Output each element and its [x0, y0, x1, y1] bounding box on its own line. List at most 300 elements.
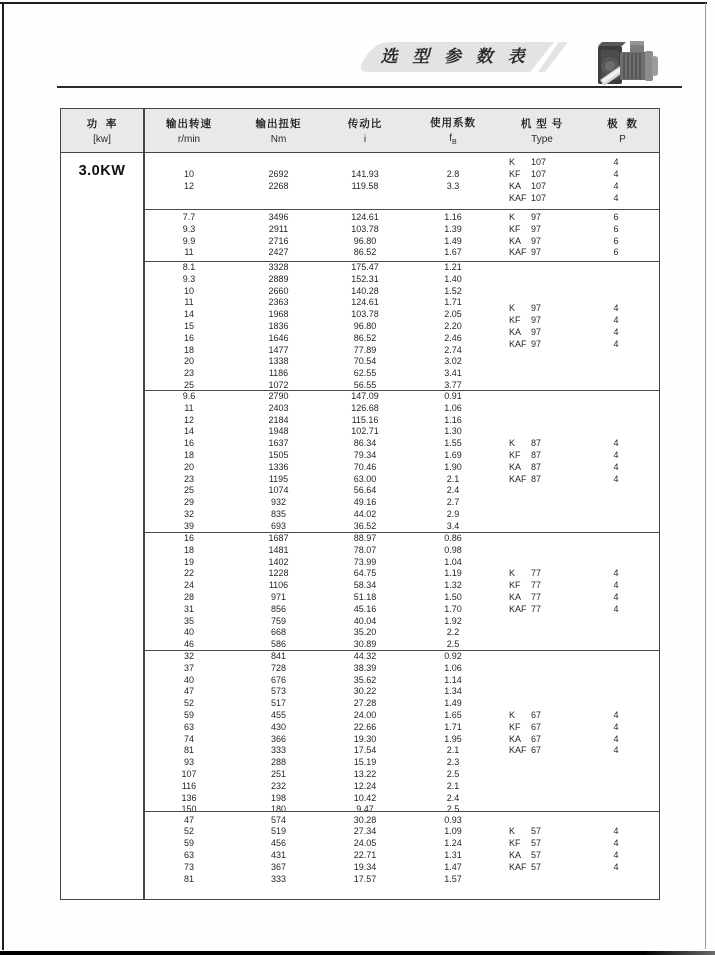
- data-cell: 3.3: [446, 181, 460, 191]
- data-cell: 19: [183, 556, 194, 567]
- data-cell: 27.34: [353, 826, 377, 837]
- model-type-cell: KA 97: [509, 235, 542, 246]
- data-column: [235, 391, 322, 533]
- data-cell: 366: [270, 733, 287, 744]
- header-model-type: 机 型 号 Type: [520, 118, 564, 145]
- model-type-cell: KAF 57: [509, 861, 542, 872]
- data-cell: 835: [270, 508, 287, 519]
- model-type-cell: K 97: [509, 303, 542, 314]
- data-cell: 11: [184, 247, 194, 258]
- data-cell: 574: [270, 814, 287, 825]
- model-type-cell: KA 97: [509, 326, 542, 337]
- data-cell: 2184: [268, 414, 289, 425]
- data-cell: 430: [270, 721, 287, 732]
- data-column: [322, 815, 408, 886]
- data-cell: 2.2: [446, 627, 460, 638]
- data-cell: 455: [270, 709, 287, 720]
- data-cell: 1402: [268, 556, 289, 567]
- data-cell: 12: [183, 181, 194, 191]
- poles-column: [586, 826, 659, 873]
- data-cell: 115.16: [351, 414, 379, 425]
- data-cell: 1.90: [444, 461, 462, 472]
- data-cell: 1481: [268, 544, 289, 555]
- poles-cell: 4: [613, 449, 619, 460]
- data-cell: 63: [183, 850, 194, 860]
- data-cell: 2.05: [444, 309, 462, 320]
- data-cell: 0.98: [444, 544, 462, 555]
- gear-model-block: [143, 153, 659, 209]
- poles-cell: 4: [613, 861, 619, 872]
- data-cell: 2403: [268, 402, 289, 413]
- data-cell: 2268: [268, 181, 289, 191]
- data-cell: 3.02: [444, 356, 462, 367]
- data-cell: 0.86: [444, 533, 462, 543]
- data-cell: 10: [183, 285, 194, 296]
- data-cell: 2.1: [446, 780, 460, 791]
- data-cell: 1072: [268, 379, 289, 390]
- data-cell: 20: [183, 356, 194, 367]
- poles-column: [586, 303, 659, 350]
- data-cell: 1968: [268, 309, 289, 320]
- data-cell: 1477: [268, 344, 289, 355]
- model-type-column: [498, 568, 586, 615]
- data-column: [408, 533, 498, 651]
- data-cell: 1.06: [444, 402, 462, 413]
- poles-cell: 6: [613, 247, 619, 258]
- data-cell: 1.16: [444, 414, 462, 425]
- data-cell: 0.91: [444, 391, 462, 401]
- gear-model-block: [143, 390, 659, 532]
- data-cell: 3.77: [444, 379, 462, 390]
- gear-model-block: [143, 650, 659, 815]
- data-cell: 9.3: [182, 223, 196, 234]
- poles-column: [586, 157, 659, 204]
- data-cell: 1.09: [444, 826, 462, 837]
- model-type-cell: KF 107: [509, 169, 547, 180]
- data-cell: 9.9: [182, 235, 196, 246]
- poles-cell: 4: [613, 745, 619, 756]
- data-cell: 45.16: [353, 603, 377, 614]
- poles-cell: 4: [613, 733, 619, 744]
- data-cell: 431: [270, 850, 287, 860]
- data-cell: 2.74: [444, 344, 462, 355]
- data-column: [322, 651, 408, 816]
- data-cell: 1.52: [444, 285, 462, 296]
- poles-cell: 4: [613, 568, 619, 579]
- data-cell: 13.22: [353, 768, 377, 779]
- data-cell: 333: [270, 745, 287, 756]
- data-cell: 40: [183, 627, 194, 638]
- poles-cell: 6: [613, 223, 619, 234]
- data-cell: 70.46: [353, 461, 377, 472]
- model-type-column: [498, 212, 586, 259]
- data-cell: 367: [270, 861, 287, 872]
- header-service-factor: 使用系数 $f_B$: [430, 117, 476, 146]
- data-cell: 29: [183, 497, 194, 508]
- data-cell: 64.75: [353, 568, 377, 579]
- data-cell: 1.34: [444, 686, 462, 697]
- model-type-cell: KA 87: [509, 461, 542, 472]
- poles-cell: 4: [613, 473, 619, 484]
- model-type-cell: KA 57: [509, 850, 542, 860]
- data-cell: 56.55: [353, 379, 377, 390]
- data-cell: 2.4: [446, 485, 460, 496]
- data-cell: 1.65: [444, 709, 462, 720]
- data-cell: 81: [183, 873, 194, 884]
- data-cell: 63.00: [353, 473, 377, 484]
- data-cell: 136: [181, 792, 197, 803]
- data-cell: 18: [183, 344, 194, 355]
- data-cell: 3.4: [446, 520, 460, 531]
- header-output-speed: 输出转速 r/min: [166, 118, 212, 145]
- data-column: [143, 391, 235, 533]
- gear-model-block: [143, 261, 659, 390]
- data-cell: 35.20: [353, 627, 377, 638]
- data-cell: 47: [183, 814, 194, 825]
- data-cell: 1687: [268, 533, 289, 543]
- poles-cell: 4: [613, 338, 619, 349]
- model-type-cell: K 77: [509, 568, 542, 579]
- data-cell: 1836: [268, 320, 289, 331]
- header-output-torque: 输出扭矩 Nm: [255, 118, 302, 145]
- data-cell: 10.42: [353, 792, 377, 803]
- banner-title: 选 型 参 数 表: [380, 47, 530, 66]
- data-cell: 2.5: [446, 768, 460, 779]
- data-cell: 16: [183, 533, 194, 543]
- data-cell: 1.55: [444, 438, 462, 449]
- header-rule: [57, 86, 682, 88]
- data-column: [235, 262, 322, 392]
- data-column: [143, 651, 235, 816]
- data-cell: 1.69: [444, 449, 462, 460]
- data-cell: 180: [270, 804, 287, 815]
- data-cell: 2.5: [446, 639, 460, 650]
- data-cell: 86.34: [353, 438, 377, 449]
- data-cell: 23: [183, 368, 194, 379]
- data-cell: 1186: [268, 368, 289, 379]
- data-column: [408, 815, 498, 886]
- data-cell: 1.14: [444, 674, 462, 685]
- poles-column: [586, 212, 659, 259]
- data-column: [408, 212, 498, 259]
- model-type-cell: KAF 97: [509, 338, 542, 349]
- data-cell: 103.78: [351, 223, 379, 234]
- data-cell: 3328: [268, 262, 289, 272]
- data-cell: 1.50: [444, 591, 462, 602]
- poles-cell: 4: [613, 838, 619, 849]
- data-cell: 70.54: [353, 356, 377, 367]
- model-type-cell: KAF 97: [509, 247, 542, 258]
- poles-column: [586, 438, 659, 485]
- page-border-right: [705, 3, 706, 949]
- data-cell: 30.22: [353, 686, 377, 697]
- data-cell: 2.4: [446, 792, 460, 803]
- data-cell: 2.5: [446, 804, 460, 815]
- poles-column: [586, 568, 659, 615]
- data-cell: 40.04: [353, 615, 377, 626]
- data-column: [143, 169, 235, 193]
- poles-cell: 4: [613, 438, 619, 449]
- data-cell: 86.52: [353, 247, 377, 258]
- data-cell: 1.95: [444, 733, 462, 744]
- gear-model-block: [143, 532, 659, 650]
- data-cell: 32: [183, 651, 194, 661]
- data-cell: 24.00: [353, 709, 377, 720]
- data-cell: 73.99: [353, 556, 377, 567]
- data-cell: 102.71: [351, 426, 379, 437]
- data-cell: 16: [183, 332, 194, 343]
- data-cell: 147.09: [351, 391, 379, 401]
- data-column: [322, 212, 408, 259]
- data-cell: 124.61: [351, 211, 379, 222]
- poles-cell: 4: [613, 826, 619, 837]
- data-cell: 2427: [268, 247, 289, 258]
- data-cell: 15: [183, 320, 194, 331]
- data-cell: 9.6: [182, 391, 196, 401]
- data-cell: 44.32: [353, 651, 377, 661]
- data-cell: 62.55: [353, 368, 377, 379]
- data-cell: 1228: [268, 568, 289, 579]
- data-cell: 35: [183, 615, 194, 626]
- model-type-cell: KF 97: [509, 315, 542, 326]
- page-border-left: [2, 2, 4, 950]
- poles-cell: 4: [613, 169, 619, 180]
- data-cell: 1.47: [444, 861, 462, 872]
- model-type-column: [498, 438, 586, 485]
- data-cell: 333: [270, 873, 287, 884]
- data-cell: 24: [183, 580, 194, 591]
- data-cell: 232: [270, 780, 287, 791]
- data-cell: 86.52: [353, 332, 377, 343]
- data-cell: 586: [270, 639, 287, 650]
- data-cell: 141.93: [351, 169, 379, 180]
- data-cell: 17.57: [353, 873, 377, 884]
- data-column: [143, 815, 235, 886]
- data-cell: 519: [270, 826, 287, 837]
- poles-cell: 4: [613, 580, 619, 591]
- data-cell: 3.41: [444, 368, 462, 379]
- model-type-cell: K 107: [509, 157, 547, 168]
- model-type-cell: KA 77: [509, 591, 542, 602]
- data-cell: 288: [270, 757, 287, 768]
- gear-model-block: [143, 209, 659, 261]
- model-type-column: [498, 826, 586, 873]
- data-cell: 198: [270, 792, 287, 803]
- data-cell: 8.1: [182, 262, 196, 272]
- data-cell: 9.3: [182, 273, 196, 284]
- data-cell: 51.18: [353, 591, 377, 602]
- page-border-bottom: [0, 951, 715, 955]
- data-cell: 1.16: [444, 211, 462, 222]
- data-cell: 23: [183, 473, 194, 484]
- data-cell: 124.61: [351, 297, 379, 308]
- data-cell: 1.40: [444, 273, 462, 284]
- data-cell: 140.28: [351, 285, 379, 296]
- gear-motor-photo: [590, 38, 660, 90]
- data-cell: 1.71: [444, 297, 462, 308]
- data-cell: 1.32: [444, 580, 462, 591]
- data-cell: 1.49: [444, 698, 462, 709]
- data-cell: 20: [183, 461, 194, 472]
- data-column: [408, 651, 498, 816]
- data-cell: 841: [270, 651, 287, 661]
- gear-model-block: [143, 811, 659, 888]
- data-cell: 27.28: [353, 698, 377, 709]
- data-cell: 40: [183, 674, 194, 685]
- data-column: [143, 262, 235, 392]
- data-cell: 38.39: [353, 662, 377, 673]
- poles-cell: 6: [613, 235, 619, 246]
- poles-cell: 4: [613, 157, 619, 168]
- data-cell: 12: [183, 414, 194, 425]
- data-cell: 116: [181, 780, 197, 791]
- data-cell: 126.68: [351, 402, 379, 413]
- data-cell: 2.20: [444, 320, 462, 331]
- data-cell: 1.39: [444, 223, 462, 234]
- data-cell: 74: [183, 733, 194, 744]
- data-cell: 2363: [268, 297, 289, 308]
- header-ratio: 传动比 i: [347, 118, 383, 145]
- data-cell: 16: [183, 438, 194, 449]
- data-cell: 150: [181, 804, 197, 815]
- data-cell: 1106: [268, 580, 289, 591]
- model-type-column: [498, 157, 586, 204]
- data-column: [408, 391, 498, 533]
- poles-cell: 4: [613, 326, 619, 337]
- data-cell: 573: [270, 686, 287, 697]
- data-cell: 1074: [268, 485, 289, 496]
- header-power: 功 率 [kw]: [86, 118, 118, 145]
- data-cell: 44.02: [353, 508, 377, 519]
- data-cell: 39: [183, 520, 194, 531]
- data-cell: 1.24: [444, 838, 462, 849]
- model-type-cell: K 97: [509, 211, 542, 222]
- data-cell: 19.34: [353, 861, 377, 872]
- data-cell: 971: [270, 591, 287, 602]
- model-type-cell: KF 57: [509, 838, 542, 849]
- data-column: [143, 212, 235, 259]
- data-column: [322, 391, 408, 533]
- data-cell: 0.92: [444, 651, 462, 661]
- data-cell: 2.1: [446, 473, 460, 484]
- data-cell: 37: [183, 662, 194, 673]
- data-column: [235, 169, 322, 193]
- data-cell: 18: [183, 544, 194, 555]
- model-type-cell: KAF 77: [509, 603, 542, 614]
- table-body: [61, 153, 659, 899]
- data-cell: 19.30: [353, 733, 377, 744]
- data-cell: 1.71: [444, 721, 462, 732]
- data-cell: 36.52: [353, 520, 377, 531]
- data-cell: 3496: [268, 211, 289, 222]
- data-cell: 2.46: [444, 332, 462, 343]
- data-cell: 1.70: [444, 603, 462, 614]
- power-value: 3.0KW: [78, 163, 126, 179]
- data-cell: 7.7: [182, 211, 196, 222]
- poles-column: [586, 710, 659, 757]
- data-cell: 58.34: [353, 580, 377, 591]
- model-type-cell: KF 87: [509, 449, 542, 460]
- page-border-top: [0, 2, 707, 4]
- data-cell: 32: [183, 508, 194, 519]
- data-cell: 2.3: [446, 757, 460, 768]
- data-cell: 9.47: [356, 804, 374, 815]
- data-cell: 1.31: [444, 850, 462, 860]
- data-cell: 56.64: [353, 485, 377, 496]
- data-cell: 759: [270, 615, 287, 626]
- data-cell: 1.92: [444, 615, 462, 626]
- data-cell: 1.21: [444, 262, 462, 272]
- data-cell: 17.54: [353, 745, 377, 756]
- data-cell: 175.47: [351, 262, 379, 272]
- data-cell: 22.66: [353, 721, 377, 732]
- data-cell: 10: [183, 169, 194, 180]
- table-blocks: [143, 153, 659, 899]
- data-cell: 2.8: [446, 169, 460, 180]
- data-cell: 1.06: [444, 662, 462, 673]
- data-cell: 49.16: [353, 497, 377, 508]
- model-type-cell: KF 67: [509, 721, 542, 732]
- data-cell: 1.67: [444, 247, 462, 258]
- poles-cell: 4: [613, 721, 619, 732]
- data-cell: 0.93: [444, 814, 462, 825]
- data-cell: 1.57: [444, 873, 462, 884]
- data-cell: 30.89: [353, 639, 377, 650]
- poles-cell: 4: [613, 181, 619, 191]
- data-cell: 14: [183, 309, 194, 320]
- data-column: [322, 169, 408, 193]
- data-cell: 79.34: [353, 449, 377, 460]
- model-type-cell: KAF 87: [509, 473, 542, 484]
- data-cell: 456: [270, 838, 287, 849]
- data-cell: 12.24: [353, 780, 377, 791]
- data-cell: 11: [184, 297, 194, 308]
- model-type-cell: KF 77: [509, 580, 542, 591]
- data-cell: 2.1: [446, 745, 460, 756]
- data-cell: 152.31: [351, 273, 379, 284]
- data-cell: 517: [270, 698, 287, 709]
- data-cell: 1.49: [444, 235, 462, 246]
- model-type-cell: K 87: [509, 438, 542, 449]
- data-cell: 1.19: [444, 568, 462, 579]
- data-cell: 52: [183, 826, 194, 837]
- poles-cell: 4: [613, 315, 619, 326]
- data-cell: 96.80: [353, 320, 377, 331]
- data-cell: 59: [183, 838, 194, 849]
- data-cell: 47: [183, 686, 194, 697]
- poles-cell: 4: [613, 303, 619, 314]
- data-cell: 59: [183, 709, 194, 720]
- poles-cell: 4: [613, 461, 619, 472]
- data-cell: 52: [183, 698, 194, 709]
- data-cell: 2660: [268, 285, 289, 296]
- data-cell: 2911: [268, 223, 289, 234]
- model-type-column: [498, 303, 586, 350]
- data-cell: 96.80: [353, 235, 377, 246]
- data-cell: 1338: [268, 356, 289, 367]
- data-cell: 73: [183, 861, 194, 872]
- data-column: [235, 533, 322, 651]
- data-cell: 1948: [268, 426, 289, 437]
- data-cell: 1.04: [444, 556, 462, 567]
- data-cell: 35.62: [353, 674, 377, 685]
- data-cell: 1637: [268, 438, 289, 449]
- data-cell: 25: [183, 379, 194, 390]
- data-cell: 25: [183, 485, 194, 496]
- selection-parameter-table: [60, 108, 660, 900]
- data-cell: 2.7: [446, 497, 460, 508]
- data-column: [235, 815, 322, 886]
